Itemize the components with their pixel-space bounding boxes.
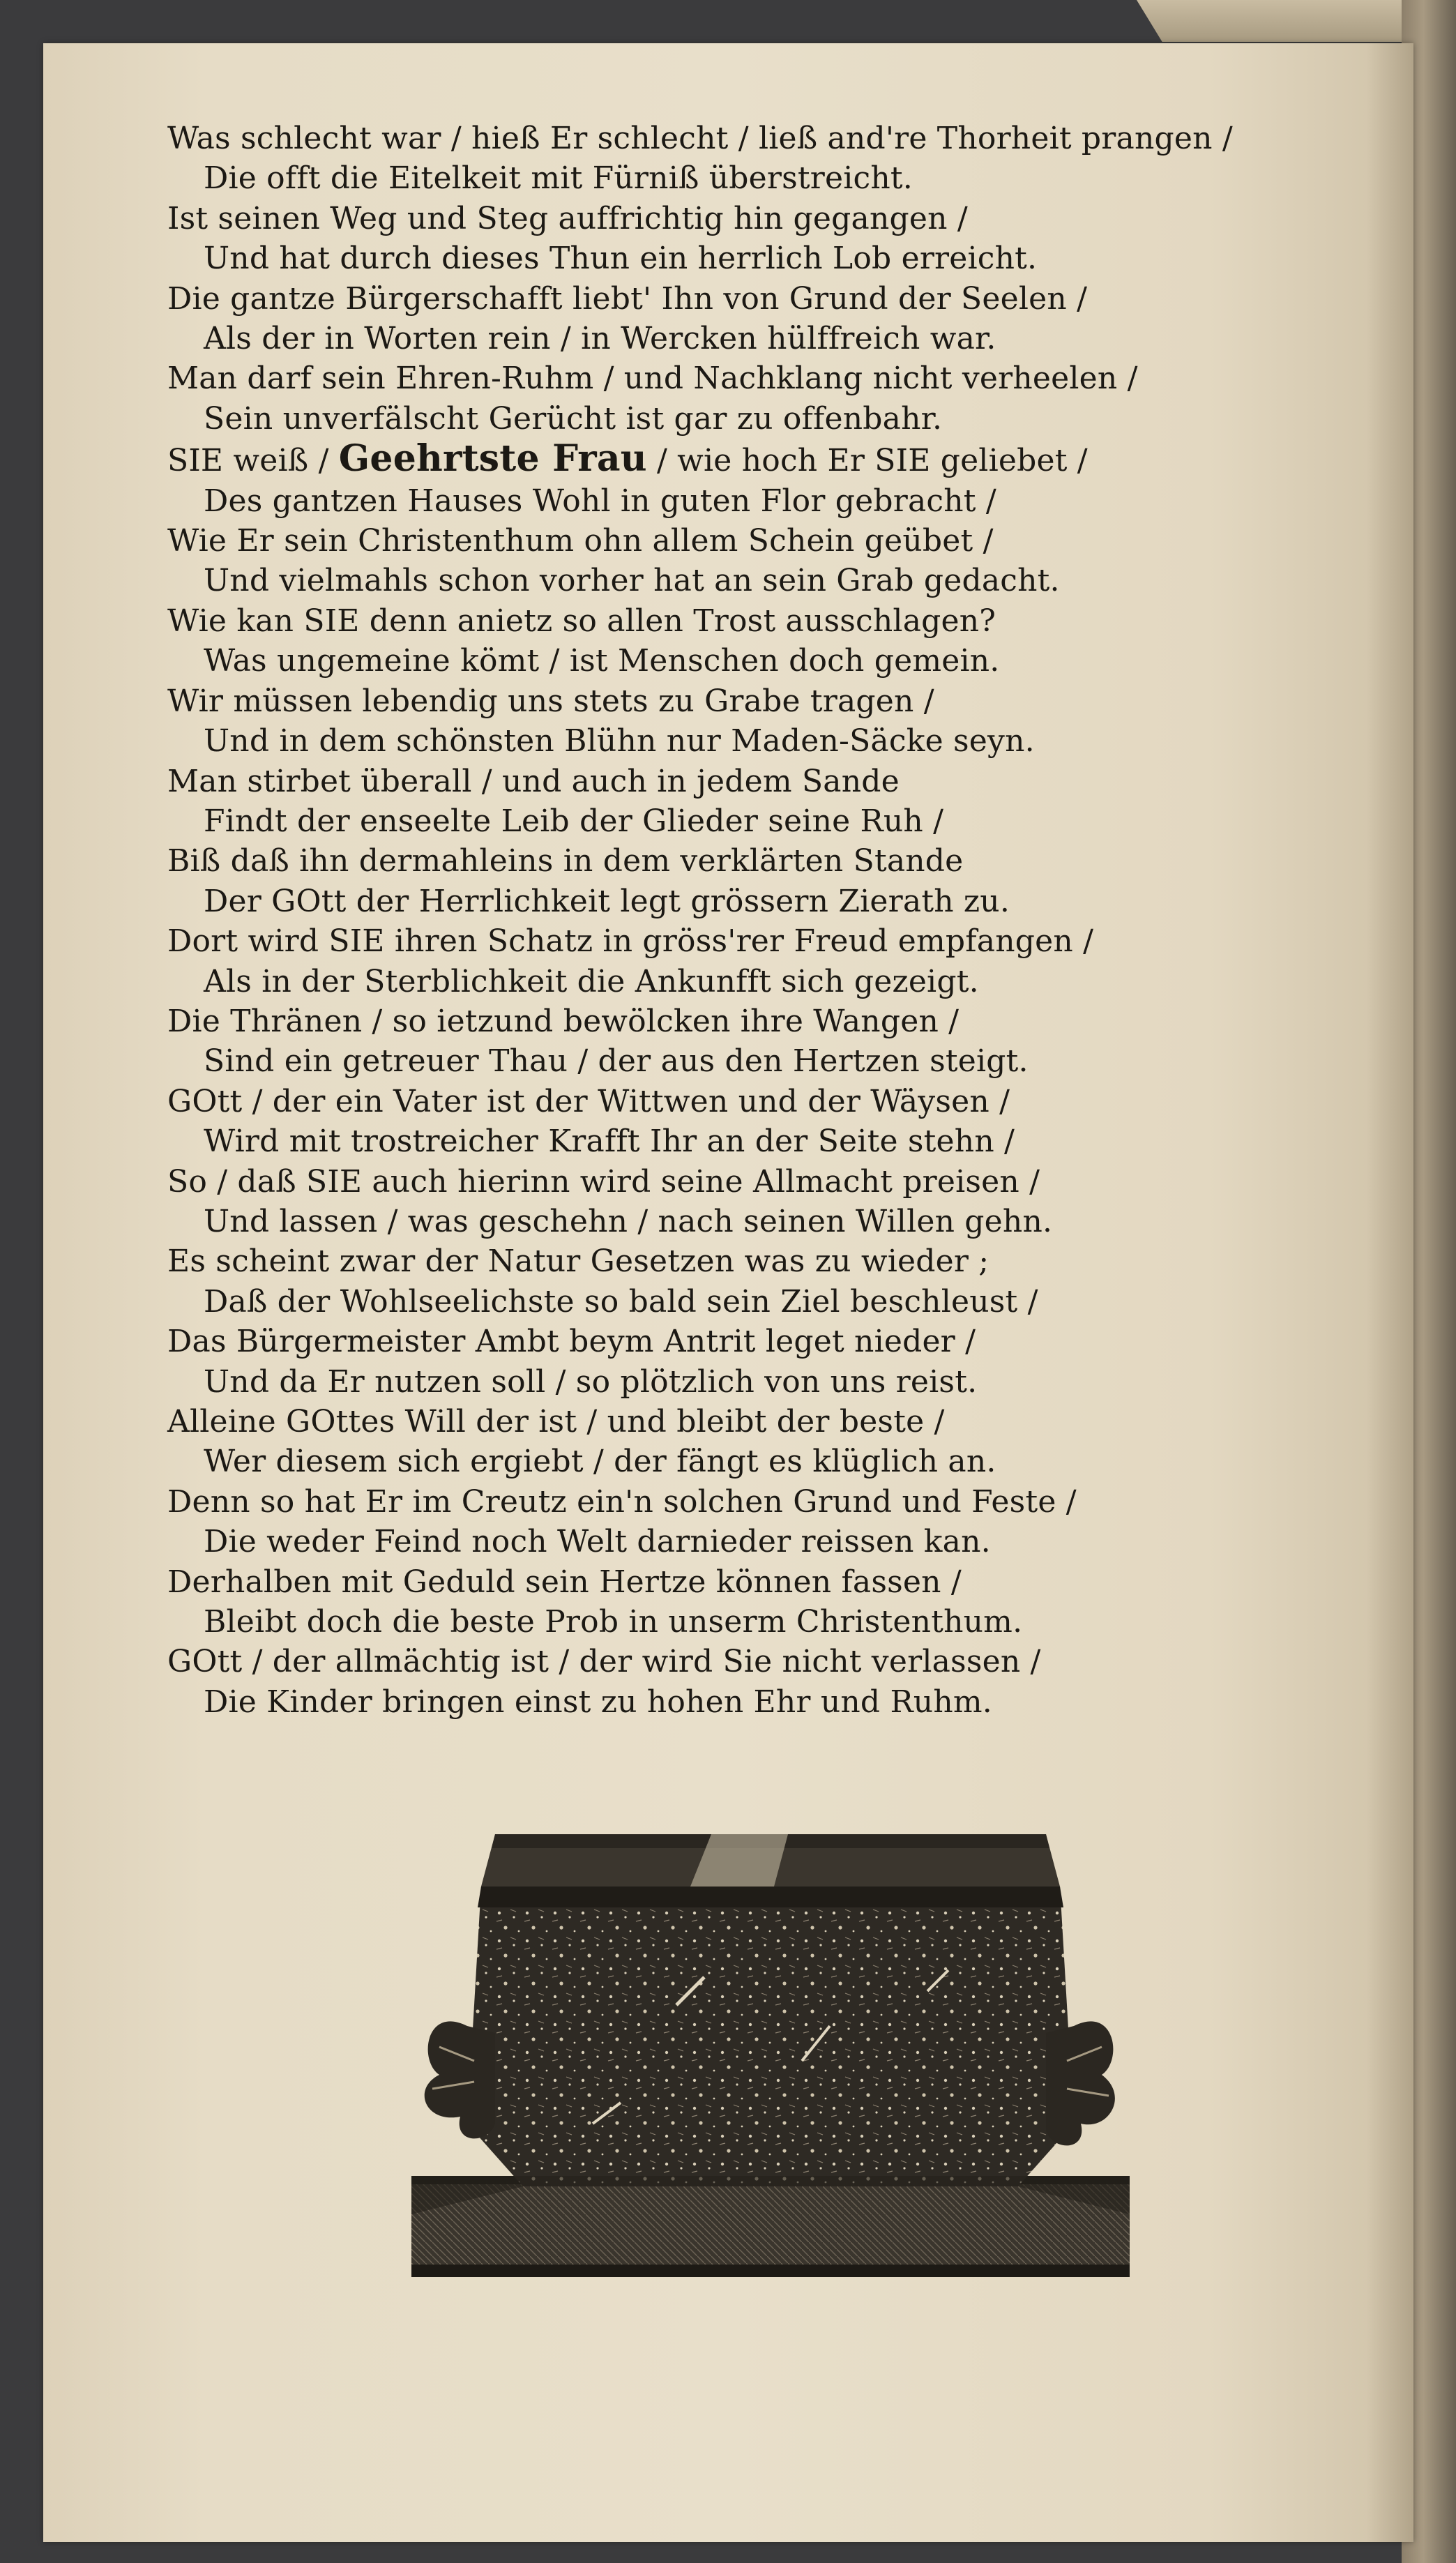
poem-line: Ist seinen Weg und Steg auffrichtig hin gegangen / (167, 200, 968, 236)
poem-line: Wie Er sein Christenthum ohn allem Schein geübet / (167, 523, 994, 559)
poem-line: Und da Er nutzen soll / so plötzlich von uns reist. (204, 1363, 978, 1400)
poem-line: Es scheint zwar der Natur Gesetzen was zu wieder ; (167, 1243, 989, 1280)
page-gutter-shadow (1367, 43, 1413, 2542)
poem-line: Findt der enseelte Leib der Glieder seine Ruh / (204, 803, 944, 839)
poem-line: Wir müssen lebendig uns stets zu Grabe tragen / (167, 683, 934, 719)
poem-line: Und in dem schönsten Blühn nur Maden-Säcke seyn. (204, 723, 1035, 759)
poem-line: Und hat durch dieses Thun ein herrlich Lob erreicht. (204, 241, 1038, 277)
poem-line: Wie kan SIE denn anietz so allen Trost ausschlagen? (167, 603, 996, 639)
poem-line: Was ungemeine kömt / ist Menschen doch gemein. (204, 643, 1000, 679)
poem-line: Und lassen / was geschehn / nach seinen Willen gehn. (204, 1203, 1053, 1239)
poem-line: Sein unverfälscht Gerücht ist gar zu offenbahr. (204, 400, 943, 437)
poem-line: Als in der Sterblichkeit die Ankunfft sich gezeigt. (204, 963, 979, 999)
poem-text (167, 119, 1255, 1722)
poem-line: Des gantzen Hauses Wohl in guten Flor gebracht / (204, 483, 996, 519)
poem-line: Der GOtt der Herrlichkeit legt grössern Zierath zu. (204, 883, 1010, 919)
poem-line: Und vielmahls schon vorher hat an sein Grab gedacht. (204, 563, 1060, 599)
poem-line: Daß der Wohlseelichste so bald sein Ziel beschleust / (204, 1283, 1038, 1320)
poem-line: Die weder Feind noch Welt darnieder reissen kan. (204, 1524, 991, 1560)
poem-line: Die offt die Eitelkeit mit Fürniß überstreicht. (204, 160, 913, 197)
poem-line: GOtt / der allmächtig ist / der wird Sie nicht verlassen / (167, 1644, 1041, 1680)
poem-line: Denn so hat Er im Creutz ein'n solchen Grund und Feste / (167, 1483, 1077, 1520)
poem-line: So / daß SIE auch hierinn wird seine Allmacht preisen / (167, 1163, 1040, 1200)
poem-line: Wird mit trostreicher Krafft Ihr an der Seite stehn / (204, 1124, 1015, 1160)
poem-line: Man stirbet überall / und auch in jedem Sande (167, 763, 900, 799)
poem-line: Was schlecht war / hieß Er schlecht / ließ and're Thorheit prangen / (167, 121, 1233, 156)
poem-line: Derhalben mit Geduld sein Hertze können fassen / (167, 1564, 962, 1600)
poem-line: GOtt / der ein Vater ist der Wittwen und der Wäysen / (167, 1083, 1010, 1119)
poem-line: Die gantze Bürgerschafft liebt' Ihn von Grund der Seelen / (167, 280, 1088, 317)
poem-line: Biß daß ihn dermahleins in dem verklärten Stande (167, 843, 964, 879)
poem-line: Bleibt doch die beste Prob in unserm Christenthum. (204, 1604, 1023, 1640)
poem-line: Sind ein getreuer Thau / der aus den Hertzen steigt. (204, 1043, 1029, 1080)
poem-line: Die Kinder bringen einst zu hohen Ehr und Ruhm. (204, 1684, 992, 1720)
poem-line (167, 439, 1255, 481)
poem-line: Die Thränen / so ietzund bewölcken ihre Wangen / (167, 1003, 960, 1039)
poem-line: Man darf sein Ehren-Ruhm / und Nachklang nicht verheelen / (167, 361, 1138, 397)
poem-line: Alleine GOttes Will der ist / und bleibt der beste / (167, 1404, 945, 1439)
poem-line: Wer diesem sich ergiebt / der fängt es klüglich an. (204, 1444, 996, 1480)
poem-line: Dort wird SIE ihren Schatz in gröss'rer Freud empfangen / (167, 923, 1094, 960)
woodcut-coffin-icon (411, 1796, 1130, 2277)
poem-line: Als der in Worten rein / in Wercken hülffreich war. (204, 321, 996, 357)
poem-line-text: SIE weiß / (167, 443, 339, 479)
poem-line-text: / wie hoch Er SIE geliebet / (646, 443, 1088, 479)
poem-line: Das Bürgermeister Ambt beym Antrit leget nieder / (167, 1324, 976, 1360)
poem-line-emphasis: Geehrtste Frau (338, 437, 647, 481)
